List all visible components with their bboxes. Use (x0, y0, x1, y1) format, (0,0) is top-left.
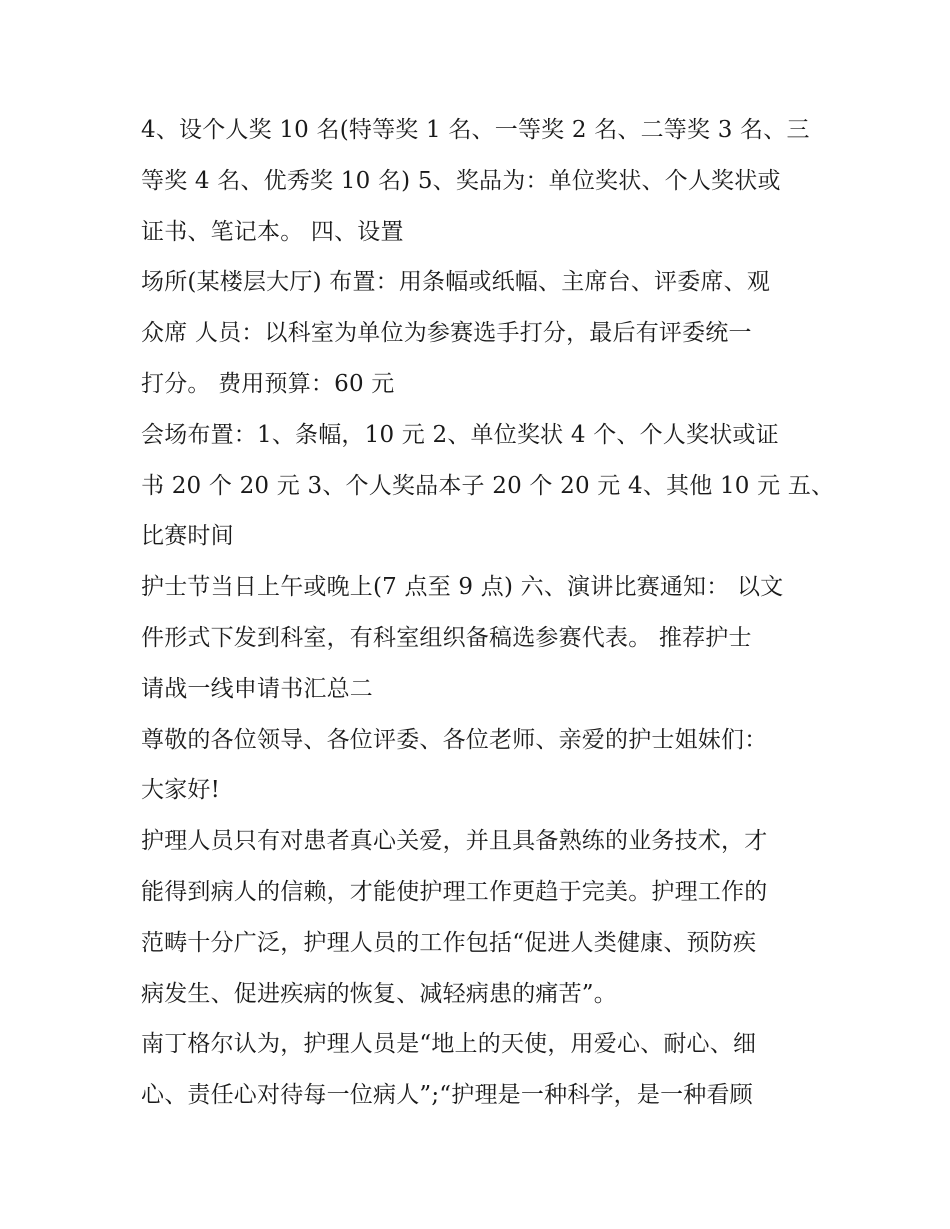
document-body (141, 105, 835, 1121)
text-line: 护理人员只有对患者真心关爱，并且具备熟练的业务技术，才 (141, 828, 768, 855)
text-line: 等奖 4 名、优秀奖 10 名) 5、奖品为：单位奖状、个人奖状或 (141, 167, 781, 194)
text-line: 件形式下发到科室，有科室组织备稿选参赛代表。 推荐护士 (141, 624, 752, 651)
text-line: 心、责任心对待每一位病人”;“护理是一种科学，是一种看顾 (141, 1082, 753, 1109)
text-line: 场所(某楼层大厅) 布置：用条幅或纸幅、主席台、评委席、观 (141, 269, 771, 296)
text-line: 比赛时间 (141, 523, 234, 550)
text-line: 请战一线申请书汇总二 (141, 675, 373, 702)
text-line: 众席 人员：以科室为单位为参赛选手打分，最后有评委统一 (141, 320, 752, 347)
text-line: 病发生、促进疾病的恢复、减轻病患的痛苦”。 (141, 980, 617, 1007)
text-line: 范畴十分广泛，护理人员的工作包括“促进人类健康、预防疾 (141, 929, 757, 956)
text-line: 大家好! (141, 777, 221, 804)
text-line: 护士节当日上午或晚上(7 点至 9 点) 六、演讲比赛通知： 以文 (141, 574, 784, 601)
text-line: 尊敬的各位领导、各位评委、各位老师、亲爱的护士姐妹们： (141, 726, 768, 753)
text-line: 打分。 费用预算：60 元 (141, 370, 395, 397)
text-line: 南丁格尔认为，护理人员是“地上的天使，用爱心、耐心、细 (141, 1031, 757, 1058)
text-line: 4、设个人奖 10 名(特等奖 1 名、一等奖 2 名、二等奖 3 名、三 (141, 117, 810, 143)
text-line: 证书、笔记本。 四、设置 (141, 218, 404, 245)
text-line: 能得到病人的信赖，才能使护理工作更趋于完美。护理工作的 (141, 878, 768, 905)
text-line: 书 20 个 20 元 3、个人奖品本子 20 个 20 元 4、其他 10 元 五、 (141, 472, 835, 499)
text-line: 会场布置：1、条幅，10 元 2、单位奖状 4 个、个人奖状或证 (141, 421, 779, 448)
